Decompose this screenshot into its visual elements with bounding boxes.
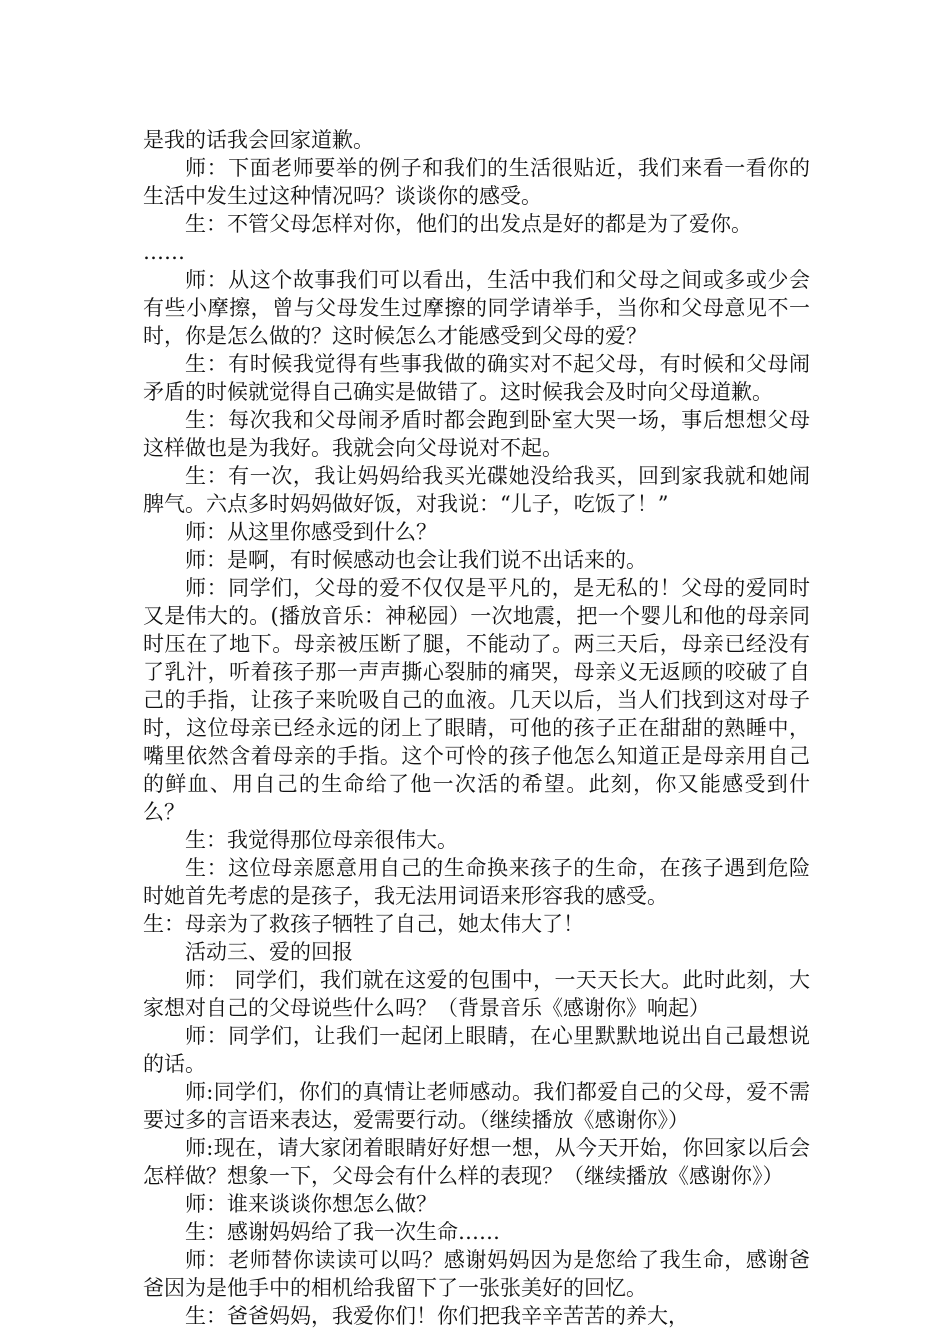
paragraph: 师:现在，请大家闭着眼睛好好想一想，从今天开始，你回家以后会怎样做？想象一下，父母会有什么样的表现？（继续播放《感谢你》） (143, 1136, 810, 1188)
document-page (143, 126, 810, 1330)
paragraph: 师：老师替你读读可以吗？感谢妈妈因为是您给了我生命，感谢爸爸因为是他手中的相机给我留下了一张张美好的回忆。 (143, 1248, 810, 1300)
paragraph: 生：感谢妈妈给了我一次生命…… (185, 1220, 500, 1244)
paragraph: 师：同学们，让我们一起闭上眼睛，在心里默默地说出自己最想说的话。 (143, 1024, 810, 1076)
paragraph: 师：是啊，有时候感动也会让我们说不出话来的。 (185, 548, 647, 572)
paragraph: 师：从这个故事我们可以看出，生活中我们和父母之间或多或少会有些小摩擦，曾与父母发生过摩擦的同学请举手，当你和父母意见不一时，你是怎么做的？这时候怎么才能感受到父母的爱？ (143, 268, 810, 348)
paragraph: 师： 同学们，我们就在这爱的包围中，一天天长大。此时此刻，大家想对自己的父母说些什么吗？（背景音乐《感谢你》响起） (143, 968, 810, 1020)
paragraph: 是我的话我会回家道歉。 (143, 128, 374, 152)
paragraph: 生：我觉得那位母亲很伟大。 (185, 828, 458, 852)
paragraph: 生：不管父母怎样对你，他们的出发点是好的都是为了爱你。 (185, 212, 752, 236)
paragraph: 生：每次我和父母闹矛盾时都会跑到卧室大哭一场，事后想想父母这样做也是为我好。我就会向父母说对不起。 (143, 408, 810, 460)
paragraph: 师：谁来谈谈你想怎么做？ (185, 1192, 437, 1216)
paragraph: 师：从这里你感受到什么？ (185, 520, 437, 544)
paragraph: 师：下面老师要举的例子和我们的生活很贴近，我们来看一看你的生活中发生过这种情况吗？谈谈你的感受。 (143, 156, 810, 208)
paragraph: 生：有一次，我让妈妈给我买光碟她没给我买，回到家我就和她闹脾气。六点多时妈妈做好饭，对我说：“儿子，吃饭了！” (143, 464, 810, 516)
paragraph: 生：这位母亲愿意用自己的生命换来孩子的生命，在孩子遇到危险时她首先考虑的是孩子，我无法用词语来形容我的感受。 (143, 856, 810, 908)
paragraph: 生：母亲为了救孩子牺牲了自己，她太伟大了！ (143, 912, 584, 936)
ellipsis-line: …… (143, 240, 185, 264)
paragraph: 生：爸爸妈妈，我爱你们！你们把我辛辛苦苦的养大， (185, 1304, 689, 1328)
paragraph: 生：有时候我觉得有些事我做的确实对不起父母，有时候和父母闹矛盾的时候就觉得自己确实是做错了。这时候我会及时向父母道歉。 (143, 352, 810, 404)
section-heading: 活动三、爱的回报 (185, 940, 353, 964)
paragraph: 师:同学们，你们的真情让老师感动。我们都爱自己的父母，爱不需要过多的言语来表达，爱需要行动。（继续播放《感谢你》） (143, 1080, 810, 1132)
paragraph: 师：同学们，父母的爱不仅仅是平凡的，是无私的！父母的爱同时又是伟大的。(播放音乐：神秘园）一次地震，把一个婴儿和他的母亲同时压在了地下。母亲被压断了腿，不能动了。两三天后，母亲已经没有了乳汁，听着孩子那一声声撕心裂肺的痛哭，母亲义无返顾的咬破了自己的手指，让孩子来吮吸自己的血液。几天以后，当人们找到这对母子时，这位母亲已经永远的闭上了眼睛，可他的孩子正在甜甜的熟睡中，嘴里依然含着母亲的手指。这个可怜的孩子他怎么知道正是母亲用自己的鲜血、用自己的生命给了他一次活的希望。此刻，你又能感受到什么？ (143, 576, 810, 824)
